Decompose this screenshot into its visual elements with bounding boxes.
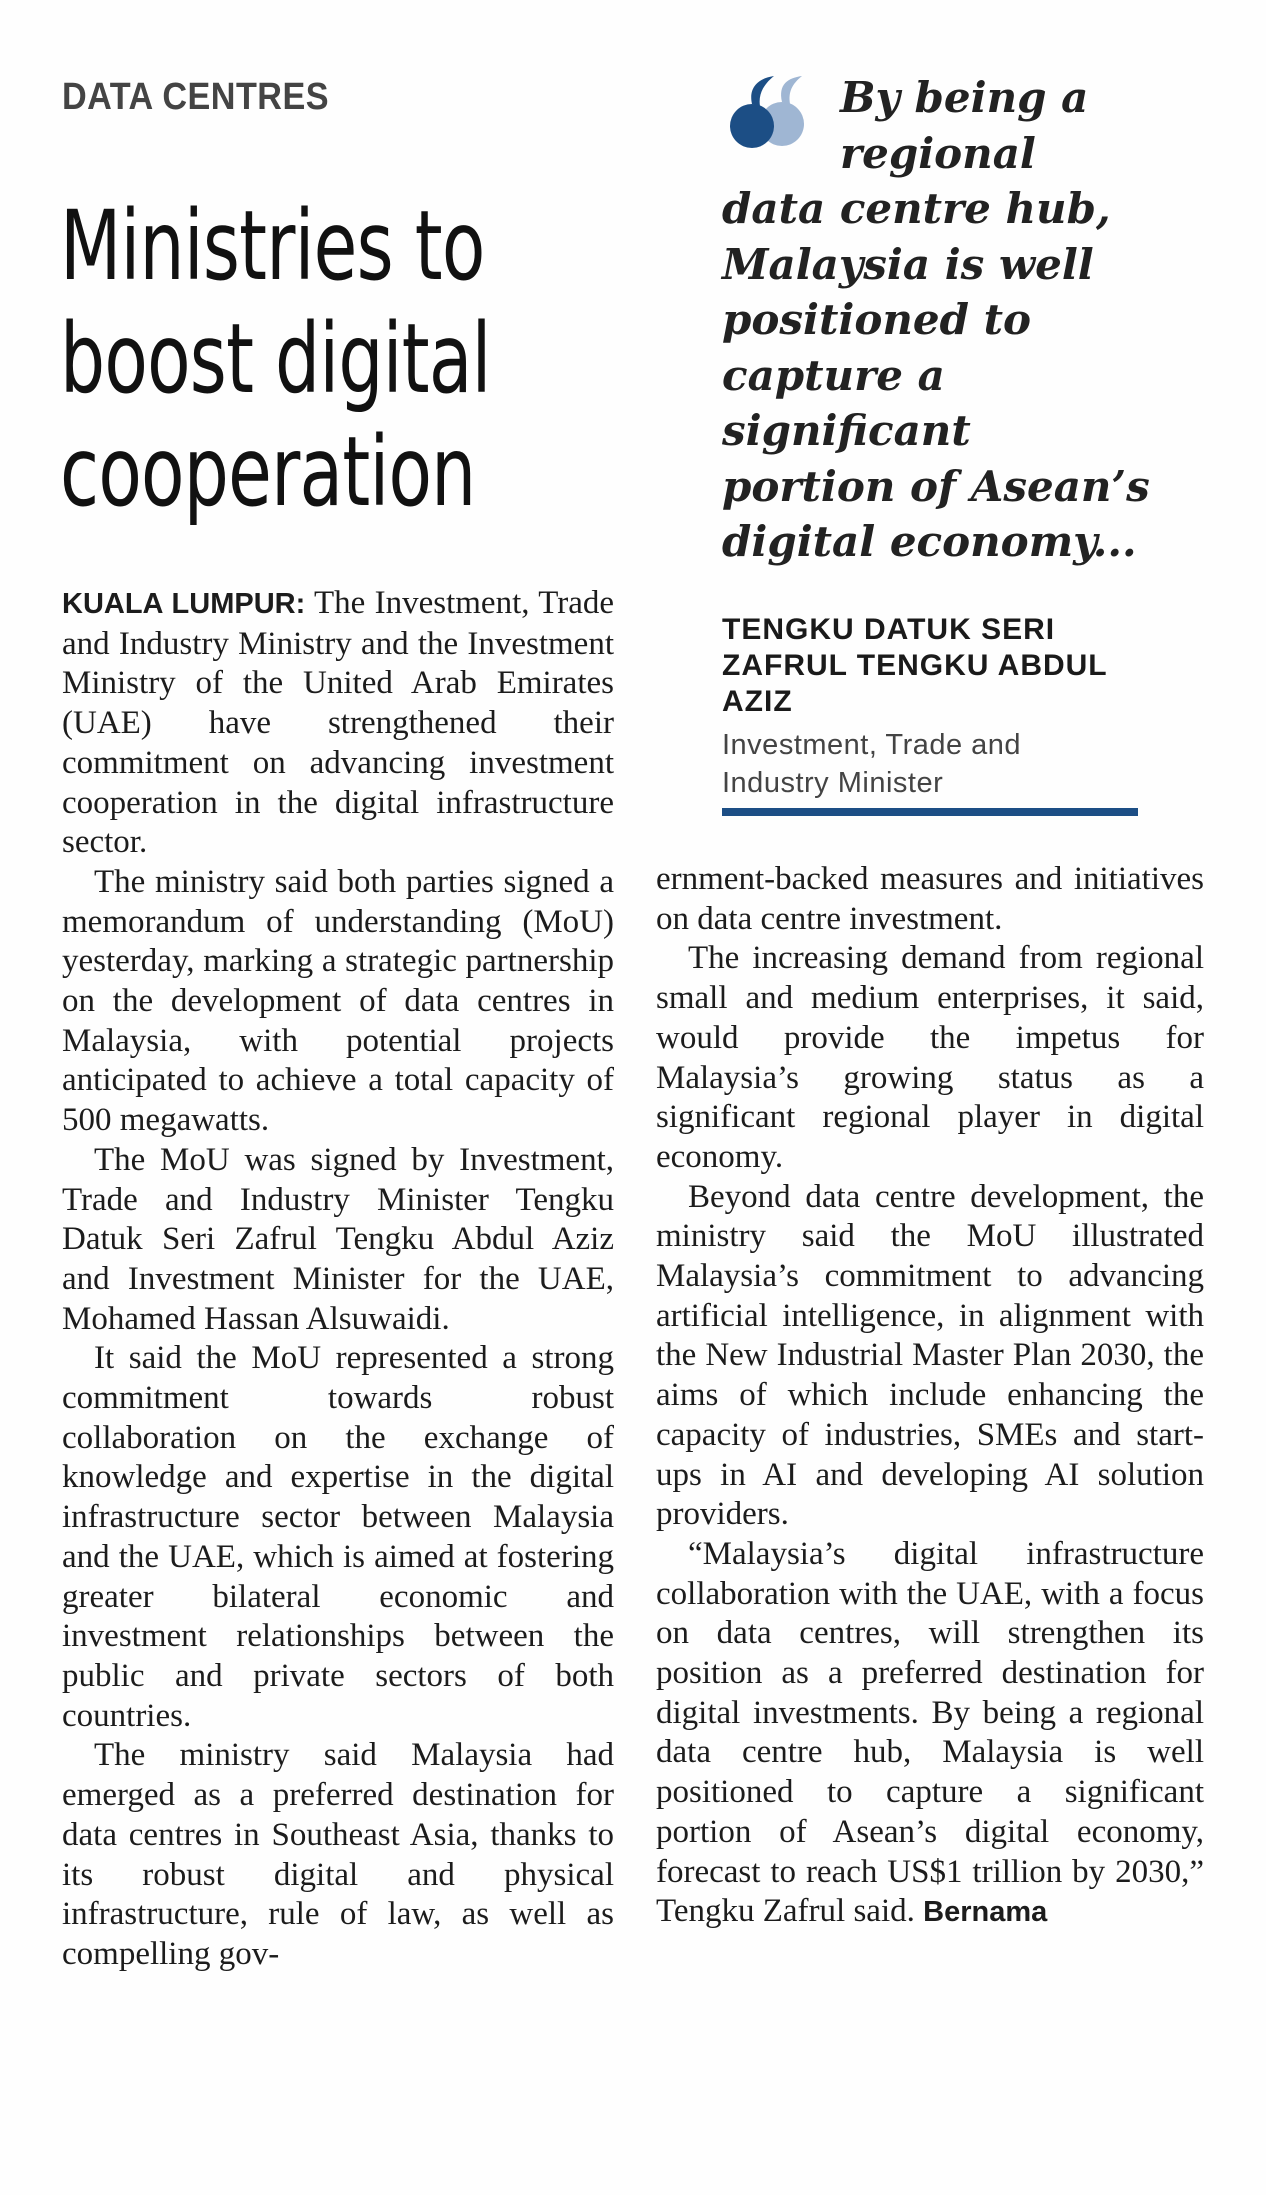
quote-line: capture a: [722, 350, 945, 400]
pull-quote: [722, 70, 1192, 802]
paragraph-text: The Investment, Trade and Industry Ministry and the Investment Ministry of the United Arab Emirates (UAE) have strengthened their commitment on advancing investment cooperation in the digital infrastructure sector.: [62, 585, 615, 861]
article-paragraph: The increasing demand from regional small and medium enterprises, it said, would provide the impetus for Malaysia’s growing status as a significant regional player in digital economy.: [656, 940, 1204, 1175]
quote-line: portion of Asean’s: [722, 461, 1150, 511]
quote-line: Malaysia is well: [722, 239, 1094, 289]
quote-line: digital economy...: [722, 517, 1137, 566]
article-column-right: [656, 860, 1204, 1933]
article-paragraph: Beyond data centre development, the ministry said the MoU illustrated Malaysia’s commitment to advancing artificial intelligence, in alignment with the New Industrial Master Plan 2030, the aims of which include enhancing the capacity of industries, SMEs and start-ups in AI and developing AI solution providers.: [656, 1178, 1204, 1533]
quote-line: regional: [840, 128, 1036, 178]
headline-line: boost digital: [60, 303, 491, 415]
speaker-title: [722, 726, 1192, 802]
article-paragraph: [656, 1535, 1204, 1933]
article-paragraph: ernment-backed measures and initiatives on data centre investment.: [656, 861, 1204, 937]
quote-mark-icon: [722, 76, 812, 156]
article-paragraph: The MoU was signed by Investment, Trade and Industry Minister Tengku Datuk Seri Zafrul Tengku Abdul Aziz and Investment Minister for the UAE, Mohamed Hassan Alsuwaidi.: [62, 1141, 614, 1337]
quote-line: By being a: [840, 73, 1089, 122]
headline-line: Ministries to: [60, 190, 485, 302]
quote-speaker: [722, 612, 1192, 720]
section-tag: DATA CENTRES: [62, 76, 329, 118]
speaker-line: TENGKU DATUK SERI: [722, 612, 1056, 646]
speaker-line: AZIZ: [722, 684, 793, 718]
speaker-title-line: Investment, Trade and: [722, 728, 1022, 761]
headline: [60, 190, 504, 529]
headline-line: cooperation: [60, 416, 476, 528]
article-column-left: [62, 584, 614, 1975]
quote-line: positioned to: [722, 295, 1032, 344]
article-paragraph: The ministry said Malaysia had emerged as a preferred destination for data centres in Southeast Asia, thanks to its robust digital and physical infrastructure, rule of law, as well as compelling gov-: [62, 1737, 614, 1972]
article-paragraph: [62, 584, 614, 863]
quote-divider: [722, 808, 1138, 816]
dateline: KUALA LUMPUR:: [62, 588, 306, 620]
speaker-line: ZAFRUL TENGKU ABDUL: [722, 648, 1108, 682]
source-credit: Bernama: [923, 1896, 1048, 1929]
quote-line: data centre hub,: [722, 184, 1111, 233]
article-paragraph: The ministry said both parties signed a memorandum of understanding (MoU) yesterday, marking a strategic partnership on the development of data centres in Malaysia, with potential projects anticipated to achieve a total capacity of 500 megawatts.: [62, 863, 614, 1139]
speaker-title-line: Industry Minister: [722, 766, 944, 799]
paragraph-text: “Malaysia’s digital infrastructure collaboration with the UAE, with a focus on data centres, will strengthen its position as a preferred destination for digital investments. By being a regional data centre hub, Malaysia is well positioned to capture a significant portion of Asean’s digital economy, forecast to reach US$1 trillion by 2030,” Tengku Zafrul said.: [656, 1535, 1204, 1930]
quote-line: significant: [722, 406, 971, 455]
article-paragraph: It said the MoU represented a strong commitment towards robust collaboration on the exchange of knowledge and expertise in the digital infrastructure sector between Malaysia and the UAE, which is aimed at fostering greater bilateral economic and investment relationships between the public and private sectors of both countries.: [62, 1340, 614, 1734]
